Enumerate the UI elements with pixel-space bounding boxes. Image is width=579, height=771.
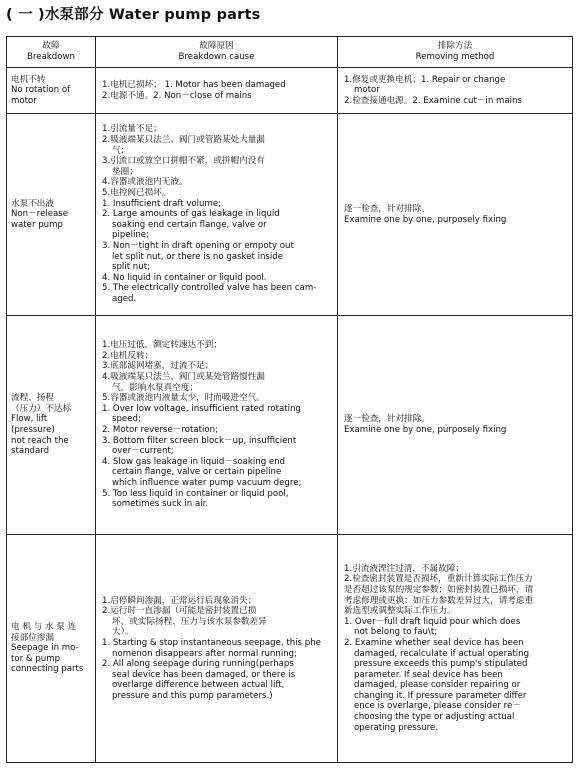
cause-line: 2.电源不通。2. Non－close of mains (102, 90, 252, 101)
cause-line: over－current; (112, 446, 174, 457)
cause-cell (96, 316, 338, 535)
cause-line: 气； (112, 145, 130, 156)
breakdown-line: Non－release (11, 209, 69, 220)
cause-line: 1.引流量不足； (102, 124, 162, 135)
cause-line: 气，影响水泵真空度； (112, 382, 198, 393)
cause-line: let split nut, or there is no gasket inside (112, 251, 284, 262)
cause-line: overlarge difference between actual lift, (112, 680, 285, 691)
breakdown-line: No rotation of (11, 85, 71, 96)
method-line: pressure exceeds this pump's stipulated (354, 659, 528, 670)
cause-line: 1. Starting & stop instantaneous seepage, this phe (102, 637, 321, 648)
page-title: ( 一 )水泵部分 Water pump parts (6, 7, 261, 23)
table-row (7, 316, 573, 535)
breakdown-line: 流程、扬程 (11, 393, 54, 404)
method-cell (338, 535, 573, 763)
breakdown-cell (7, 316, 96, 535)
method-line: 2. Examine whether seal device has been (344, 637, 524, 648)
method-line: 1.引流液湮注过清，不属故障； (344, 563, 464, 574)
method-cell (338, 68, 573, 114)
breakdown-line: （压力）不达标 (11, 403, 72, 414)
cause-cell (96, 535, 338, 763)
breakdown-line: tor & pump (11, 653, 61, 664)
header-cause-cn: 故障原因 (199, 41, 234, 51)
breakdown-line: connecting parts (11, 664, 84, 675)
cause-line: 大）。 (112, 627, 134, 638)
table-row (7, 114, 573, 316)
cause-line: certain flange, valve or certain pipeline (112, 467, 282, 478)
breakdown-line: water pump (11, 219, 63, 230)
cause-line: 垫圈； (112, 166, 138, 177)
method-line: 2.检查密封装置是否损坏，重新计算实际工作压力 (344, 574, 533, 585)
method-line: ence is overlarge, please consider re－ (354, 701, 521, 712)
cause-line: 1. Over low voltage, insufficient rated rotating (102, 403, 301, 414)
method-line: damaged, please consider repairing or (354, 680, 521, 691)
method-line: 逐一检查，针对排除。 (344, 414, 430, 425)
cause-line: sometimes suck in air. (112, 499, 209, 510)
method-line: changing it. If pressure parameter differ (354, 690, 527, 701)
cause-line: 2. Motor reverse－rotation; (102, 425, 218, 435)
cause-line: 4. No liquid in container or liquid pool. (102, 272, 267, 283)
breakdown-cell (7, 68, 96, 114)
cause-line: 2. All along seepage during running(perhaps (102, 659, 294, 670)
header-method-cn: 排除方法 (437, 41, 473, 51)
breakdown-line: 水泵不出液 (11, 198, 54, 209)
cause-line: 3. Non－tight in draft opening or empoty out (102, 240, 294, 251)
cause-line: 坏，或实际扬程、压力与该水泵参数差异 (112, 616, 267, 627)
method-line: motor (354, 85, 380, 96)
header-breakdown-en: Breakdown (27, 52, 75, 62)
breakdown-line: not reach the (11, 435, 69, 446)
cause-line: 5. The electrically controlled valve has been cam- (102, 283, 317, 294)
method-line: 逐一检查，针对排除。 (344, 203, 430, 214)
table-row (7, 535, 573, 763)
cause-line: 3.引流口或放空口拼帽不紧，或拼帽内没有 (102, 156, 265, 167)
breakdown-line: standard (11, 446, 50, 457)
cause-cell (96, 68, 338, 114)
cause-line: seal device has been damaged, or there is (112, 669, 296, 680)
breakdown-cell (7, 535, 96, 763)
method-line: operating pressure. (354, 722, 439, 733)
breakdown-line: motor (11, 95, 37, 106)
breakdown-line: 电机不转 (11, 74, 46, 85)
cause-line: pressure and this pump parameters.) (112, 690, 273, 701)
method-line: 是否超过该泵的规定参数；如密封装置已损坏，请 (344, 584, 534, 595)
cause-line: 2.吸液端某只法兰、阀门或管路某处大量漏 (102, 135, 265, 146)
breakdown-line: 电 机 与 水 泵 连 (11, 622, 77, 633)
method-cell (338, 114, 573, 316)
cause-line: 4.吸液端某只法兰、阀门或某处管路慢性漏 (102, 372, 265, 383)
method-line: not belong to fau\t; (354, 627, 438, 638)
method-line: 2.检查接通电源。2. Examine cut－in mains (344, 95, 522, 106)
cause-line: 3.底部滤网堵塞，过流不足； (102, 361, 214, 372)
breakdown-line: 接部位渗漏 (11, 632, 54, 643)
method-cell (338, 316, 573, 535)
table-header-row (7, 37, 573, 68)
header-method (338, 37, 573, 68)
method-line: Examine one by one, purposely fixing (344, 425, 507, 435)
cause-line: 4. Slow gas leakage in liquid－soaking end (102, 456, 286, 467)
breakdown-line: Flow, lift (11, 414, 48, 425)
cause-line: split nut; (112, 262, 150, 273)
breakdown-line: Seepage in mo- (11, 643, 79, 654)
header-method-en: Removing method (415, 52, 495, 62)
table-row (7, 68, 573, 114)
method-line: 新选型或调整实际工作压力。 (344, 606, 456, 617)
cause-line: 2. Large amounts of gas leakage in liquid (102, 209, 280, 220)
cause-line: 5. Too less liquid in container or liquid pool, (102, 488, 289, 499)
header-breakdown (7, 37, 96, 68)
method-line: 1. Over－full draft liquid pour which does (344, 616, 521, 627)
cause-line: 1.启停瞬间渗漏，正常运行后现象消失； (102, 595, 257, 606)
cause-line: 2.电机反转； (102, 350, 154, 361)
header-breakdown-cn: 故障 (42, 41, 60, 51)
header-cause-en: Breakdown cause (178, 52, 255, 62)
cause-line: 4.容器或液池内无液。 (102, 177, 188, 188)
method-line: 考虑修理或更换；如压力参数差异过大，请考虑重 (344, 595, 534, 606)
header-cause (96, 37, 338, 68)
cause-line: 2.运行时一直渗漏（可能是密封装置已损 (102, 606, 257, 617)
cause-line: which influence water pump vacuum degre; (112, 477, 302, 488)
water-pump-troubleshooting-table (6, 36, 573, 763)
method-line: damaged, recalculate if actual operating (354, 648, 530, 659)
method-line: Examine one by one, purposely fixing (344, 214, 507, 225)
cause-line: 1. Insufficient draft volume; (102, 198, 222, 209)
cause-line: nomenon disappears after normal running; (112, 648, 298, 659)
cause-cell (96, 114, 338, 316)
method-line: 1.修复或更换电机；1. Repair or change (344, 74, 506, 85)
cause-line: speed; (112, 414, 141, 425)
cause-line: soaking end certain flange, valve or (112, 219, 267, 230)
breakdown-cell (7, 114, 96, 316)
breakdown-line: (pressure) (11, 425, 55, 435)
cause-line: aged. (112, 293, 137, 304)
cause-line: 3. Bottom filter screen block－up, insufficient (102, 435, 297, 446)
cause-line: 5.电控阀已损坏。 (102, 188, 171, 199)
cause-line: pipeline; (112, 230, 149, 241)
method-line: choosing the type or adjusting actual (354, 712, 515, 723)
cause-line: 1.电机已损坏； 1. Motor has been damaged (102, 79, 286, 90)
cause-line: 5.容器或液池内液量太少，时而吸进空气。 (102, 393, 265, 404)
method-line: parameter. If seal device has been (354, 669, 503, 680)
cause-line: 1.电压过低，额定转速达不到； (102, 340, 222, 351)
